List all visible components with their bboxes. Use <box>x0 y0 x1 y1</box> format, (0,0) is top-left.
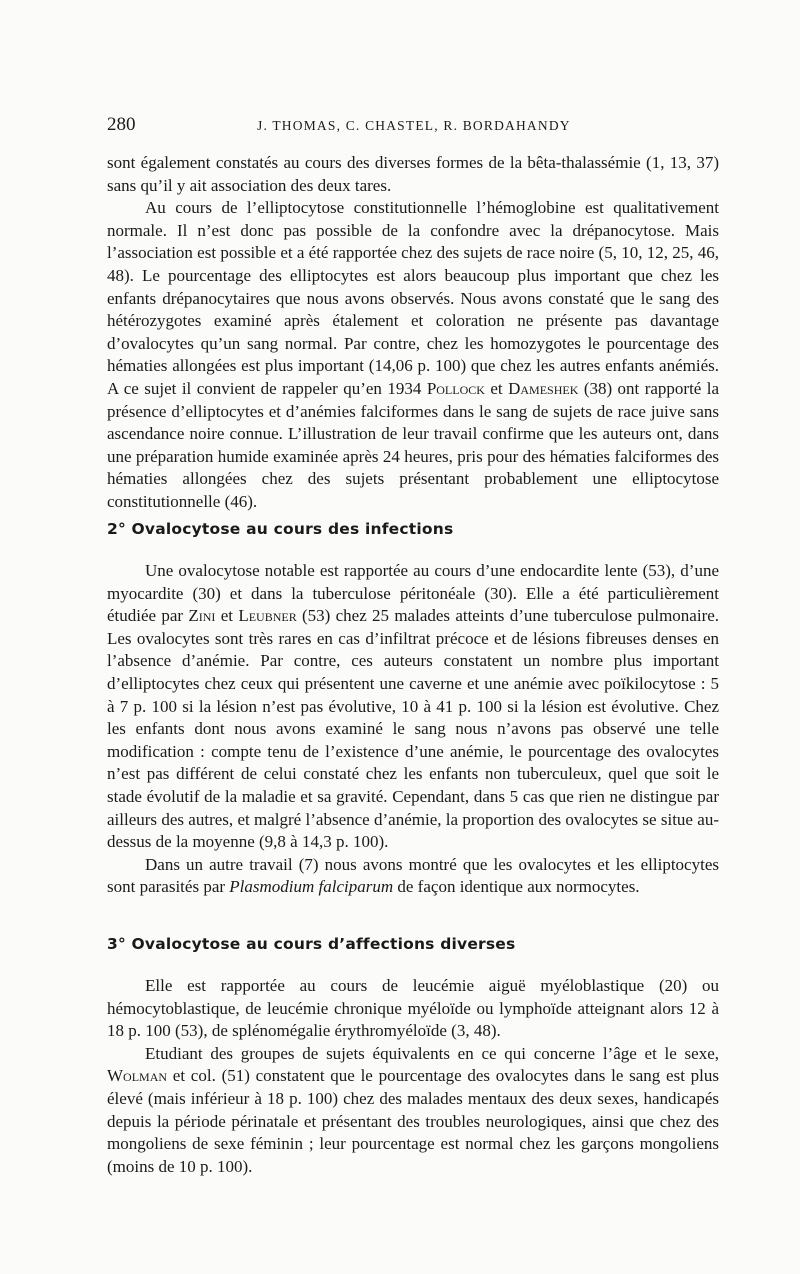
author-name: Leubner <box>238 606 297 626</box>
section3-text <box>107 975 719 1178</box>
text-run: de façon identique aux normocytes. <box>397 877 640 897</box>
author-name: Wolman <box>107 1066 168 1086</box>
text-run: Une ovalocytose notable est rapportée au cours d’une endocardite lente (53), d’une myocardite (30) et dans la tuberculose péritonéale (30). Elle a été particulièrement étudiée par <box>107 561 719 626</box>
section-heading: 3° Ovalocytose au cours d’affections diverses <box>107 935 516 953</box>
section-heading: 2° Ovalocytose au cours des infections <box>107 520 454 538</box>
section2-text <box>107 560 719 899</box>
text-run: (53) chez 25 malades atteints d’une tuberculose pulmonaire. Les ovalocytes sont très rares en cas d’infiltrat précoce et de lésions fibreuses denses en l’absence d’anémie. Par contre, ces auteurs constatent un nombre plus important d’elliptocytes chez ceux qui présentent une caverne et une anémie avec poïkilocytose : 5 à 7 p. 100 si la lésion n’est pas évolutive, 10 à 41 p. 100 si la lésion est évolutive. Chez les enfants dont nous avons examiné le sang nous n’avons pas observé une telle modification : compte tenu de l’existence d’une anémie, le pourcentage des ovalocytes n’est pas différent de celui constaté chez les enfants non tuberculeux, quel que soit le stade évolutif de la maladie et sa gravité. Cependant, dans 5 cas que rien ne distingue par ailleurs des autres, et malgré l’absence d’anémie, la proportion des ovalocytes se situe au-dessus de la moyenne (9,8 à 14,3 p. 100). <box>107 606 720 852</box>
text-run: (38) ont rapporté la présence d’elliptocytes et d’anémies falciformes dans le sang de sujets de race juive sans ascendance noire connue. L’illustration de leur travail confirme que les auteurs ont, dans une préparation humide examinée après 24 heures, pris pour des hématies falciformes des hématies allongées chez des sujets présentant probablement une elliptocytose constitutionnelle (46). <box>107 378 720 511</box>
text-run: Au cours de l’elliptocytose constitutionnelle l’hémoglobine est qualitativement normale. Il n’est donc pas possible de la confondre avec la drépanocytose. Mais l’association est possible et a été rapportée chez des sujets de race noire (5, 10, 12, 25, 46, 48). Le pourcentage des elliptocytes est alors beaucoup plus important que chez les enfants drépanocytaires que nous avons observés. Nous avons constaté que le sang des hétérozygotes examiné après étalement et coloration ne présente pas davantage d’ovalocytes qu’un sang normal. Par contre, chez les homozygotes le pourcentage des hématies allongées est plus important (14,06 p. 100) que chez les autres enfants anémiés. A ce sujet il convient de rappeler qu’en 1934 <box>107 198 719 398</box>
paragraph: sont également constatés au cours des diverses formes de la bêta-thalassémie (1, 13, 37) sans qu’il y ait association des deux tares. <box>107 153 719 195</box>
paragraph: Elle est rapportée au cours de leucémie aiguë myéloblastique (20) ou hémocytoblastique, de leucémie chronique myéloïde ou lymphoïde atteignant alors 12 à 18 p. 100 (53), de splénomégalie érythromyéloïde (3, 48). <box>107 976 719 1041</box>
author-name: Dameshek <box>508 378 579 398</box>
text-run: et col. (51) constatent que le pourcentage des ovalocytes dans le sang est plus élevé (mais inférieur à 18 p. 100) chez des malades mentaux des deux sexes, handicapés depuis la période périnatale et présentant des troubles neurologiques, ainsi que chez des mongoliens de sexe féminin ; leur pourcentage est normal chez les garçons mongoliens (moins de 10 p. 100). <box>107 1066 720 1176</box>
paragraph <box>107 560 719 854</box>
text-run: et <box>490 378 503 398</box>
running-head: J. THOMAS, C. CHASTEL, R. BORDAHANDY <box>257 118 571 133</box>
page-header <box>107 114 707 138</box>
text-run: et <box>220 606 234 626</box>
page-number: 280 <box>107 114 136 135</box>
paragraph <box>107 1043 719 1179</box>
text-run: Etudiant des groupes de sujets équivalents en ce qui concerne l’âge et le sexe, <box>145 1043 719 1063</box>
paragraph <box>107 854 719 899</box>
section1-text <box>107 152 719 514</box>
author-name: Zini <box>188 606 216 626</box>
text-run: Dans un autre travail (7) nous avons montré que les ovalocytes et les elliptocytes sont parasités par <box>107 854 719 897</box>
italic-species: Plasmodium falciparum <box>229 877 394 897</box>
paragraph <box>107 197 719 513</box>
author-name: Pollock <box>426 378 485 398</box>
